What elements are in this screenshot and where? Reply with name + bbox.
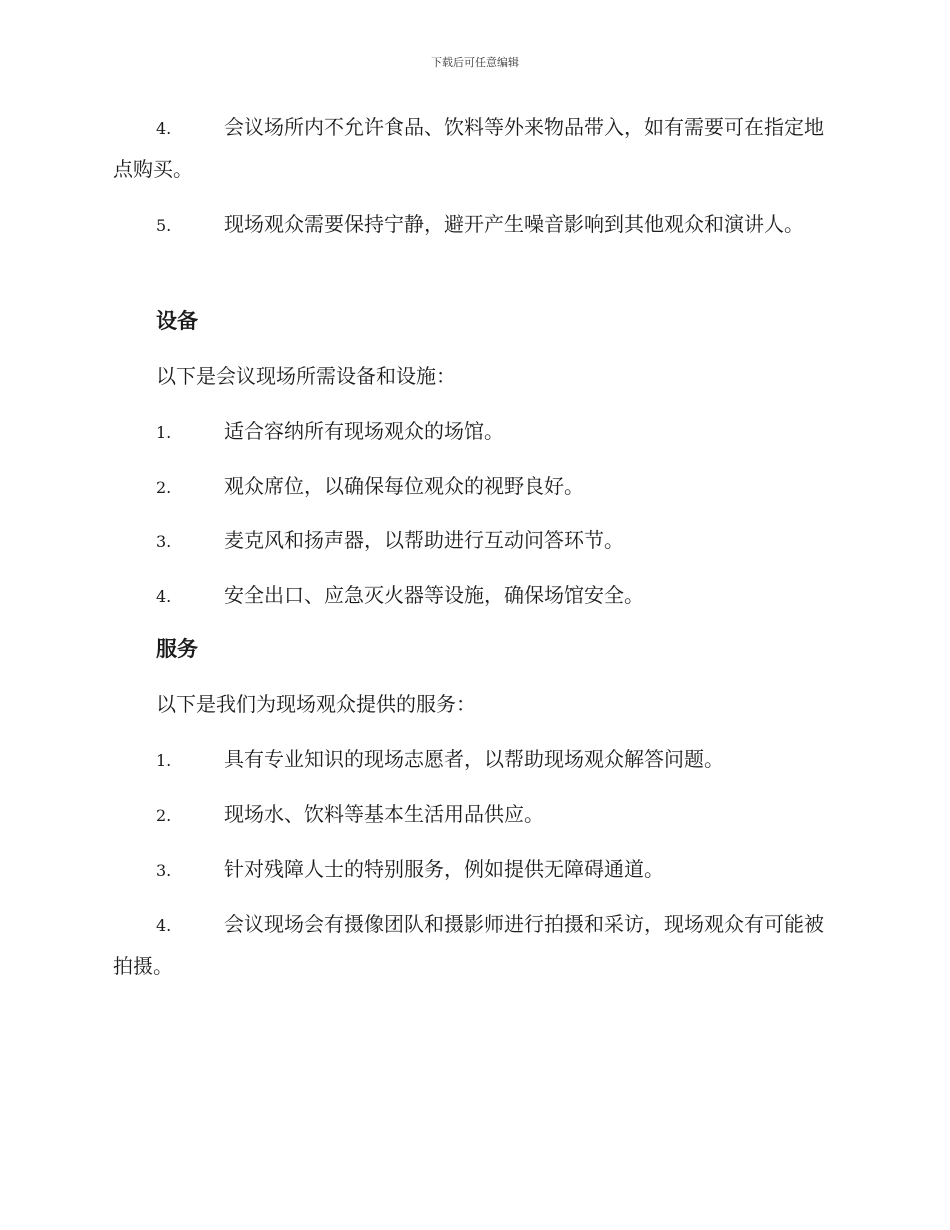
services-item-4-number: 4. <box>156 916 172 935</box>
equipment-item-4-number: 4. <box>156 587 172 606</box>
services-heading: 服务 <box>156 637 198 661</box>
rule-item-5-number: 5. <box>156 216 172 235</box>
page-header: 下载后可任意编辑 <box>431 56 519 69</box>
services-item-2-text: 现场水、饮料等基本生活用品供应。 <box>224 802 544 826</box>
rule-item-5 <box>113 204 835 246</box>
services-intro: 以下是我们为现场观众提供的服务： <box>156 692 476 716</box>
equipment-item-2-text: 观众席位，以确保每位观众的视野良好。 <box>224 474 584 498</box>
rule-item-4 <box>113 107 835 189</box>
services-item-1-text: 具有专业知识的现场志愿者，以帮助现场观众解答问题。 <box>224 747 724 771</box>
services-item-2-number: 2. <box>156 806 172 825</box>
equipment-item-3-text: 麦克风和扬声器，以帮助进行互动问答环节。 <box>224 528 624 552</box>
equipment-intro: 以下是会议现场所需设备和设施： <box>156 364 456 388</box>
equipment-item-4 <box>156 583 644 609</box>
equipment-item-1 <box>156 419 504 445</box>
services-item-4 <box>113 904 835 986</box>
services-item-3 <box>156 857 664 883</box>
equipment-item-1-number: 1. <box>156 423 172 442</box>
services-item-1-number: 1. <box>156 751 172 770</box>
services-item-3-number: 3. <box>156 861 172 880</box>
equipment-item-1-text: 适合容纳所有现场观众的场馆。 <box>224 419 504 443</box>
equipment-item-3 <box>156 528 624 554</box>
services-item-1 <box>156 747 724 773</box>
services-item-3-text: 针对残障人士的特别服务，例如提供无障碍通道。 <box>224 857 664 881</box>
services-item-2 <box>156 802 544 828</box>
equipment-heading: 设备 <box>156 309 198 333</box>
equipment-item-4-text: 安全出口、应急灭火器等设施，确保场馆安全。 <box>224 583 644 607</box>
equipment-item-3-number: 3. <box>156 532 172 551</box>
rule-item-5-text: 现场观众需要保持宁静，避开产生噪音影响到其他观众和演讲人。 <box>224 212 804 236</box>
equipment-item-2 <box>156 474 584 500</box>
rule-item-4-text: 会议场所内不允许食品、饮料等外来物品带入，如有需要可在指定地点购买。 <box>113 115 824 181</box>
services-item-4-text: 会议现场会有摄像团队和摄影师进行拍摄和采访，现场观众有可能被拍摄。 <box>113 912 824 978</box>
equipment-item-2-number: 2. <box>156 478 172 497</box>
rule-item-4-number: 4. <box>156 119 172 138</box>
